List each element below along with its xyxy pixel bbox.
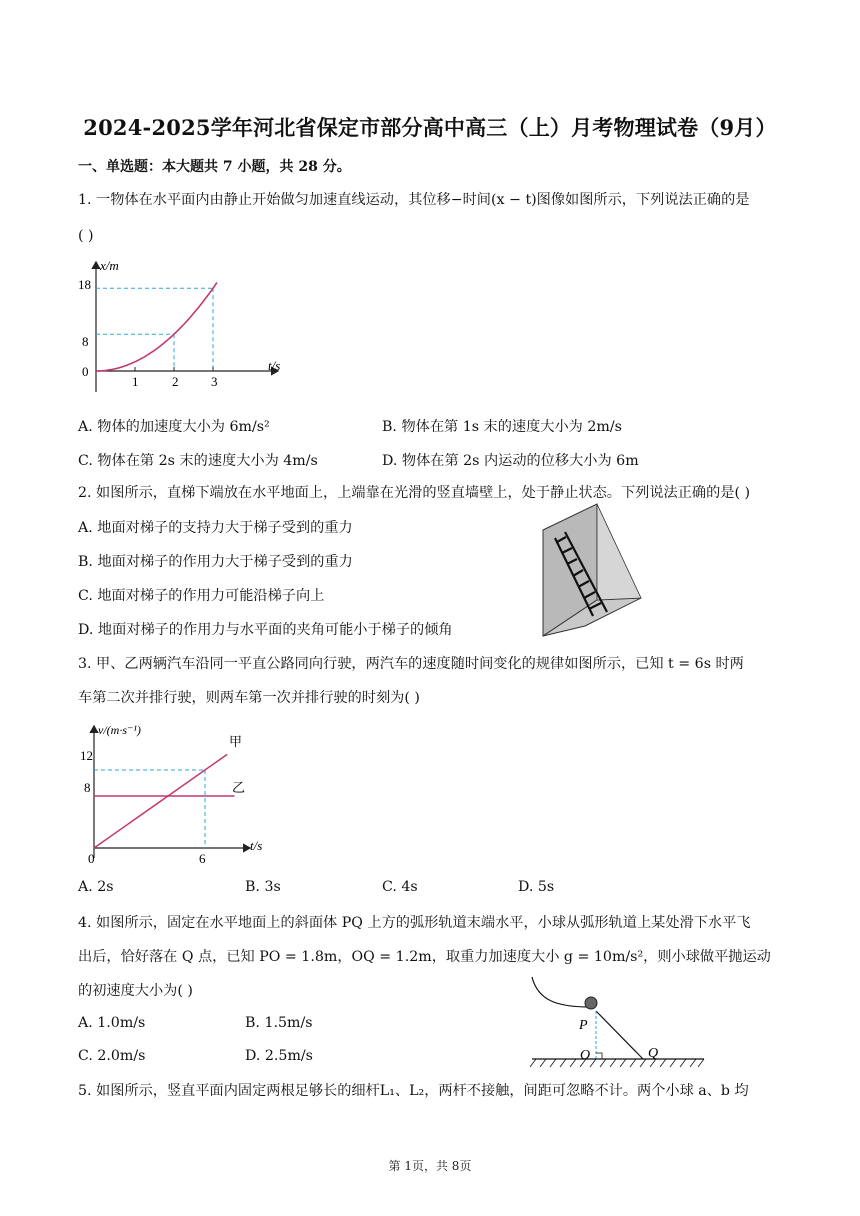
projectile-incline-figure bbox=[528, 975, 718, 1070]
q1-option-c[interactable]: C. 物体在第 2s 末的速度大小为 4m/s bbox=[78, 453, 318, 469]
wall-side bbox=[597, 504, 641, 600]
q1-xtick-2: 2 bbox=[172, 374, 179, 389]
label-o: O bbox=[580, 1048, 591, 1063]
exam-title: 2024-2025学年河北省保定市部分高中高三（上）月考物理试卷（9月） bbox=[83, 115, 777, 140]
label-q: Q bbox=[648, 1046, 659, 1061]
q1-option-b[interactable]: B. 物体在第 1s 末的速度大小为 2m/s bbox=[382, 419, 622, 435]
q4-option-b[interactable]: B. 1.5m/s bbox=[245, 1015, 313, 1031]
q4-option-d[interactable]: D. 2.5m/s bbox=[245, 1048, 313, 1064]
q3-vt-graph bbox=[78, 718, 278, 868]
q4-stem-line1: 4. 如图所示，固定在水平地面上的斜面体 PQ 上方的弧形轨道末端水平，小球从弧形轨道上某处滑下水平飞 bbox=[78, 915, 751, 931]
q2-option-a[interactable]: A. 地面对梯子的支持力大于梯子受到的重力 bbox=[78, 520, 353, 536]
label-p: P bbox=[579, 1018, 588, 1033]
q2-stem-line1: 2. 如图所示，直梯下端放在水平地面上，上端靠在光滑的竖直墙壁上，处于静止状态。下列说法正确的是( ) bbox=[78, 485, 751, 501]
q2-option-c[interactable]: C. 地面对梯子的作用力可能沿梯子向上 bbox=[78, 588, 325, 604]
q3-xlabel: t/s bbox=[250, 838, 263, 853]
q4-stem-line2: 出后，恰好落在 Q 点，已知 PO = 1.8m，OQ = 1.2m，取重力加速度大小 g = 10m/s²，则小球做平抛运动 bbox=[78, 949, 771, 965]
section-heading: 一、单选题：本大题共 7 小题，共 28 分。 bbox=[78, 159, 351, 175]
q3-option-d[interactable]: D. 5s bbox=[518, 879, 555, 895]
q3-xtick-0: 0 bbox=[88, 851, 95, 866]
ground-hatching bbox=[530, 1059, 704, 1067]
q1-series-curve bbox=[96, 283, 217, 371]
ball-icon bbox=[585, 997, 597, 1009]
page-footer: 第 1页，共 8页 bbox=[388, 1159, 472, 1173]
q3-option-c[interactable]: C. 4s bbox=[382, 879, 418, 895]
q3-ytick-8: 8 bbox=[84, 780, 91, 795]
incline-pq bbox=[596, 1011, 643, 1059]
q3-option-b[interactable]: B. 3s bbox=[245, 879, 281, 895]
q1-option-d[interactable]: D. 物体在第 2s 内运动的位移大小为 6m bbox=[382, 453, 639, 469]
q3-series-yi-label: 乙 bbox=[232, 780, 246, 795]
q3-ylabel: v/(m·s⁻¹) bbox=[98, 723, 141, 737]
q1-stem-line1: 1. 一物体在水平面内由静止开始做匀加速直线运动，其位移−时间(x − t)图像如图所示，下列说法正确的是 bbox=[78, 192, 750, 208]
right-angle-mark bbox=[596, 1053, 602, 1059]
q1-stem-line2: ( ) bbox=[78, 228, 94, 244]
q3-option-a[interactable]: A. 2s bbox=[78, 879, 114, 895]
q4-option-c[interactable]: C. 2.0m/s bbox=[78, 1048, 146, 1064]
q1-ytick-0: 0 bbox=[82, 364, 89, 379]
q2-option-d[interactable]: D. 地面对梯子的作用力与水平面的夹角可能小于梯子的倾角 bbox=[78, 622, 453, 638]
q1-ytick-8: 8 bbox=[82, 334, 89, 349]
q1-ytick-18: 18 bbox=[78, 277, 91, 292]
arc-track bbox=[532, 977, 590, 1007]
q1-ylabel: x/m bbox=[100, 258, 119, 273]
q1-xlabel: t/s bbox=[268, 358, 281, 373]
q3-xtick-6: 6 bbox=[199, 851, 206, 866]
q4-stem-line3: 的初速度大小为( ) bbox=[78, 983, 193, 999]
q3-stem-line2: 车第二次并排行驶，则两车第一次并排行驶的时刻为( ) bbox=[78, 690, 420, 706]
q2-option-b[interactable]: B. 地面对梯子的作用力大于梯子受到的重力 bbox=[78, 554, 353, 570]
q1-xtick-1: 1 bbox=[132, 374, 139, 389]
q1-option-a[interactable]: A. 物体的加速度大小为 6m/s² bbox=[78, 419, 270, 435]
q1-xt-graph bbox=[78, 252, 298, 402]
q3-series-jia-label: 甲 bbox=[229, 734, 243, 749]
q1-xtick-3: 3 bbox=[211, 374, 218, 389]
ladder-wall-figure bbox=[535, 500, 647, 640]
q3-series-jia-line bbox=[94, 754, 227, 848]
q3-stem-line1: 3. 甲、乙两辆汽车沿同一平直公路同向行驶，两汽车的速度随时间变化的规律如图所示，已知 t = 6s 时两 bbox=[78, 656, 744, 672]
q4-option-a[interactable]: A. 1.0m/s bbox=[78, 1015, 146, 1031]
q3-ytick-12: 12 bbox=[80, 748, 93, 763]
q5-stem-line1: 5. 如图所示，竖直平面内固定两根足够长的细杆L₁、L₂，两杆不接触，间距可忽略不计。两个小球 a、b 均 bbox=[78, 1083, 749, 1099]
